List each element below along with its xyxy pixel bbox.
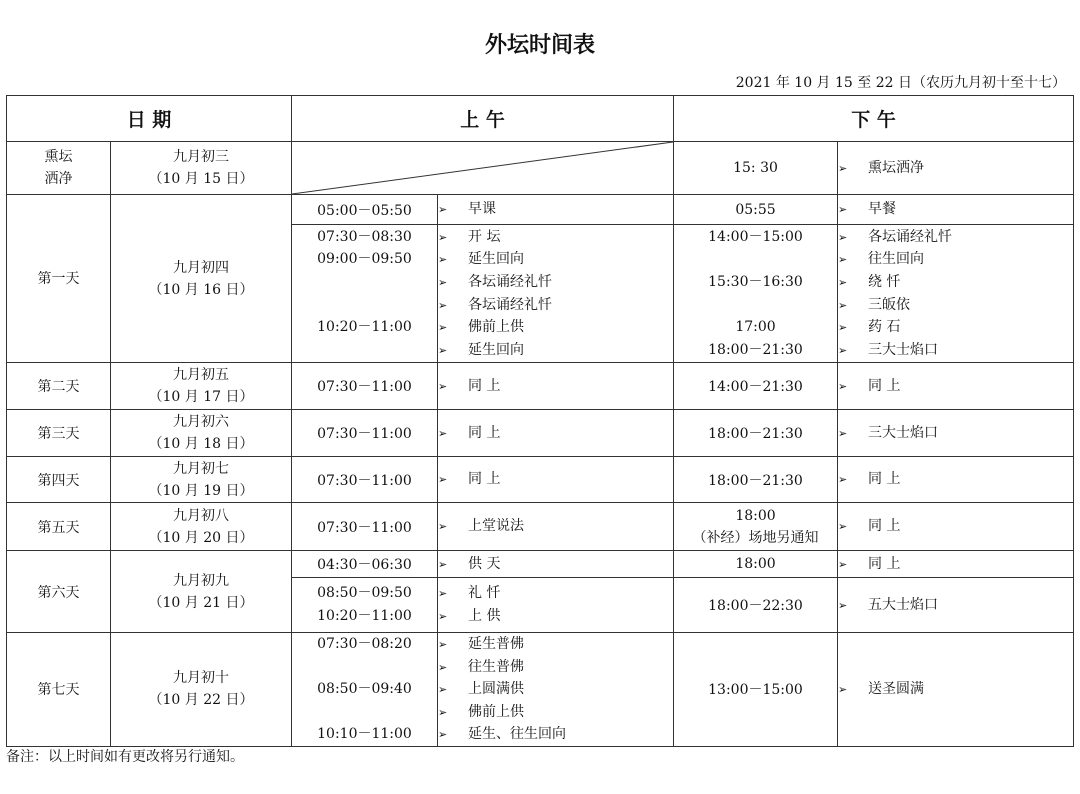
diagonal-line [292,142,673,194]
day-name: 第七天 [37,682,80,699]
time: 14:00－21:30 [708,379,803,395]
activity: 同 上 [468,471,501,488]
arrow-icon: ➢ [438,587,448,601]
am-activity-cell [438,363,674,410]
date-cell [111,503,292,551]
page-title: 外坛时间表 [484,32,595,58]
solar-date: （10 月 17 日） [148,389,254,405]
arrow-icon: ➢ [438,253,448,267]
arrow-icon: ➢ [438,321,448,335]
activity: 往生普佛 [468,658,524,675]
table-row [7,410,1074,457]
lunar-date: 九月初三 [173,149,229,165]
am-activity-cell [438,551,674,578]
arrow-icon: ➢ [438,728,448,742]
time: 18:00－21:30 [708,472,803,489]
date-cell [111,551,292,633]
am-time-cell [292,363,438,410]
arrow-icon: ➢ [438,473,448,487]
arrow-icon: ➢ [438,230,448,244]
day-name-cell [7,195,111,363]
arrow-icon: ➢ [838,253,848,267]
solar-date: （10 月 15 日） [148,171,254,187]
time [292,294,437,317]
table-row [7,633,1074,747]
activity: 各坛诵经礼忏 [468,296,552,313]
activity: 上 供 [468,608,501,624]
am-time-cell [292,410,438,457]
table-row [7,551,1074,578]
pm-activity-cell [838,633,1074,747]
pm-time-cell [674,551,838,578]
arrow-icon: ➢ [438,343,448,357]
arrow-icon: ➢ [438,557,448,571]
arrow-icon: ➢ [838,379,848,393]
time [292,339,437,362]
solar-date: （10 月 16 日） [148,281,254,298]
pm-time-cell [674,225,838,363]
time: 10:20－11:00 [317,608,412,624]
date-cell [111,195,292,363]
activity: 上圆满供 [468,681,524,698]
time: 18:00－21:30 [708,426,803,442]
day-name: 第二天 [37,379,80,395]
time: 15:30－16:30 [708,273,803,290]
day-name: 洒净 [44,171,73,187]
activity: 上堂说法 [468,518,524,535]
pm-time-cell [674,633,838,747]
empty-diagonal-cell [292,142,674,195]
lunar-date: 九月初六 [173,414,229,430]
time [674,294,837,317]
date-cell [111,457,292,503]
activity: 礼 忏 [468,585,501,602]
table-row [7,503,1074,551]
time: 04:30－06:30 [317,557,412,573]
time: 08:50－09:40 [317,681,412,698]
am-activity-cell [438,195,674,225]
arrow-icon: ➢ [438,520,448,534]
activity: 延生回向 [468,251,524,268]
activity: 熏坛洒净 [868,159,924,176]
arrow-icon: ➢ [838,426,848,440]
lunar-date: 九月初八 [173,507,229,524]
pm-activity-cell [838,195,1074,225]
pm-activity-cell [838,142,1074,195]
arrow-icon: ➢ [838,557,848,571]
time-note: （补经）场地另通知 [692,529,819,546]
day-name: 第三天 [37,426,80,442]
arrow-icon: ➢ [438,298,448,312]
activity: 各坛诵经礼忏 [468,273,552,290]
arrow-icon: ➢ [438,379,448,393]
day-name: 第一天 [37,270,80,287]
day-name: 熏坛 [44,149,73,165]
arrow-icon: ➢ [838,343,848,357]
day-name-cell [7,503,111,551]
activity: 延生、往生回向 [468,726,566,743]
footnote: 备注：以上时间如有更改将另行通知。 [6,749,244,765]
pm-time-cell [674,503,838,551]
am-activity-cell [438,633,674,747]
activity: 早餐 [868,201,896,218]
pm-activity-cell [838,225,1074,363]
pm-time-cell [674,578,838,633]
am-time-cell [292,195,438,225]
lunar-date: 九月初七 [173,460,229,477]
arrow-icon: ➢ [438,275,448,289]
arrow-icon: ➢ [838,203,848,217]
time: 07:30－11:00 [317,519,412,536]
table-row [7,142,1074,195]
day-name-cell [7,457,111,503]
activity: 供 天 [468,555,501,572]
time: 17:00 [735,319,776,336]
time: 18:00－22:30 [708,598,803,614]
arrow-icon: ➢ [438,660,448,674]
am-activity-cell [438,225,674,363]
time: 07:30－11:00 [317,379,412,395]
am-time-cell [292,633,438,747]
activity: 各坛诵经礼忏 [868,228,952,245]
arrow-icon: ➢ [838,598,848,612]
time: 05:55 [735,201,776,218]
arrow-icon: ➢ [838,321,848,335]
activity: 延生回向 [468,341,524,358]
day-name-cell [7,551,111,633]
arrow-icon: ➢ [838,683,848,697]
time: 10:20－11:00 [317,319,412,336]
pm-activity-cell [838,410,1074,457]
arrow-icon: ➢ [838,275,848,289]
pm-activity-cell [838,551,1074,578]
pm-time-cell [674,457,838,503]
pm-time-cell [674,363,838,410]
activity: 往生回向 [868,251,924,268]
time [674,248,837,271]
header-afternoon: 下 午 [674,96,1074,142]
time: 07:30－11:00 [317,426,412,442]
time: 14:00－15:00 [708,228,803,245]
arrow-icon: ➢ [438,610,448,623]
schedule-table [6,95,1074,747]
date-range: 2021 年 10 月 15 至 22 日（农历九月初十至十七） [735,75,1066,91]
time: 13:00－15:00 [708,682,803,699]
am-time-cell [292,503,438,551]
table-row [7,457,1074,503]
activity: 同 上 [868,471,901,488]
lunar-date: 九月初五 [173,367,229,383]
arrow-icon: ➢ [838,473,848,487]
pm-time-cell [674,410,838,457]
activity: 三大士焰口 [868,424,938,441]
arrow-icon: ➢ [438,203,448,217]
am-activity-cell [438,503,674,551]
day-name-cell [7,410,111,457]
date-cell [111,363,292,410]
time: 15: 30 [733,160,778,176]
am-time-cell [292,551,438,578]
time: 05:00－05:50 [317,202,412,219]
header-row [7,96,1074,142]
time: 10:10－11:00 [317,726,412,743]
time [292,701,437,724]
lunar-date: 九月初九 [173,572,229,589]
date-cell [111,410,292,457]
activity: 开 坛 [468,228,501,245]
activity: 早课 [468,201,496,218]
pm-activity-cell [838,363,1074,410]
pm-time-cell [674,195,838,225]
activity: 同 上 [868,518,901,535]
table-row [7,195,1074,225]
arrow-icon: ➢ [838,298,848,312]
day-name: 第四天 [37,472,80,489]
am-activity-cell [438,457,674,503]
solar-date: （10 月 21 日） [148,594,254,611]
am-activity-cell [438,410,674,457]
day-name-cell [7,142,111,195]
activity: 三皈依 [868,296,910,313]
arrow-icon: ➢ [438,426,448,440]
solar-date: （10 月 20 日） [148,529,254,546]
activity: 佛前上供 [468,703,524,720]
time: 08:50－09:50 [317,585,412,602]
activity: 绕 忏 [868,273,901,290]
time: 18:00 [735,507,776,524]
activity: 同 上 [868,555,901,572]
time [292,656,437,679]
time: 09:00－09:50 [317,251,412,268]
day-name: 第六天 [37,584,80,601]
activity: 三大士焰口 [868,341,938,358]
am-time-cell [292,457,438,503]
day-name-cell [7,363,111,410]
date-cell [111,142,292,195]
activity: 同 上 [868,377,901,394]
am-time-cell [292,578,438,633]
time [292,271,437,294]
arrow-icon: ➢ [438,683,448,697]
pm-activity-cell [838,457,1074,503]
time: 07:30－08:20 [317,636,412,652]
time: 18:00 [735,556,776,572]
pm-activity-cell [838,503,1074,551]
date-cell [111,633,292,747]
activity: 同 上 [468,377,501,394]
time: 18:00－21:30 [708,341,803,358]
table-row [7,363,1074,410]
am-activity-cell [438,578,674,633]
arrow-icon: ➢ [838,161,848,175]
time: 07:30－11:00 [317,472,412,489]
day-name-cell [7,633,111,747]
solar-date: （10 月 19 日） [148,482,254,499]
activity: 送圣圆满 [868,681,924,698]
arrow-icon: ➢ [438,638,448,651]
header-date: 日 期 [7,96,292,142]
pm-time-cell [674,142,838,195]
activity: 佛前上供 [468,319,524,336]
activity: 五大士焰口 [868,596,938,613]
pm-activity-cell [838,578,1074,633]
lunar-date: 九月初四 [173,259,229,276]
time: 07:30－08:30 [317,228,412,245]
arrow-icon: ➢ [838,520,848,534]
activity: 延生普佛 [468,636,524,652]
solar-date: （10 月 22 日） [148,692,254,709]
activity: 同 上 [468,424,501,441]
lunar-date: 九月初十 [173,670,229,687]
arrow-icon: ➢ [438,705,448,719]
header-morning: 上 午 [292,96,674,142]
solar-date: （10 月 18 日） [148,436,254,452]
day-name: 第五天 [37,519,80,536]
arrow-icon: ➢ [838,230,848,244]
activity: 药 石 [868,319,901,336]
am-time-cell [292,225,438,363]
